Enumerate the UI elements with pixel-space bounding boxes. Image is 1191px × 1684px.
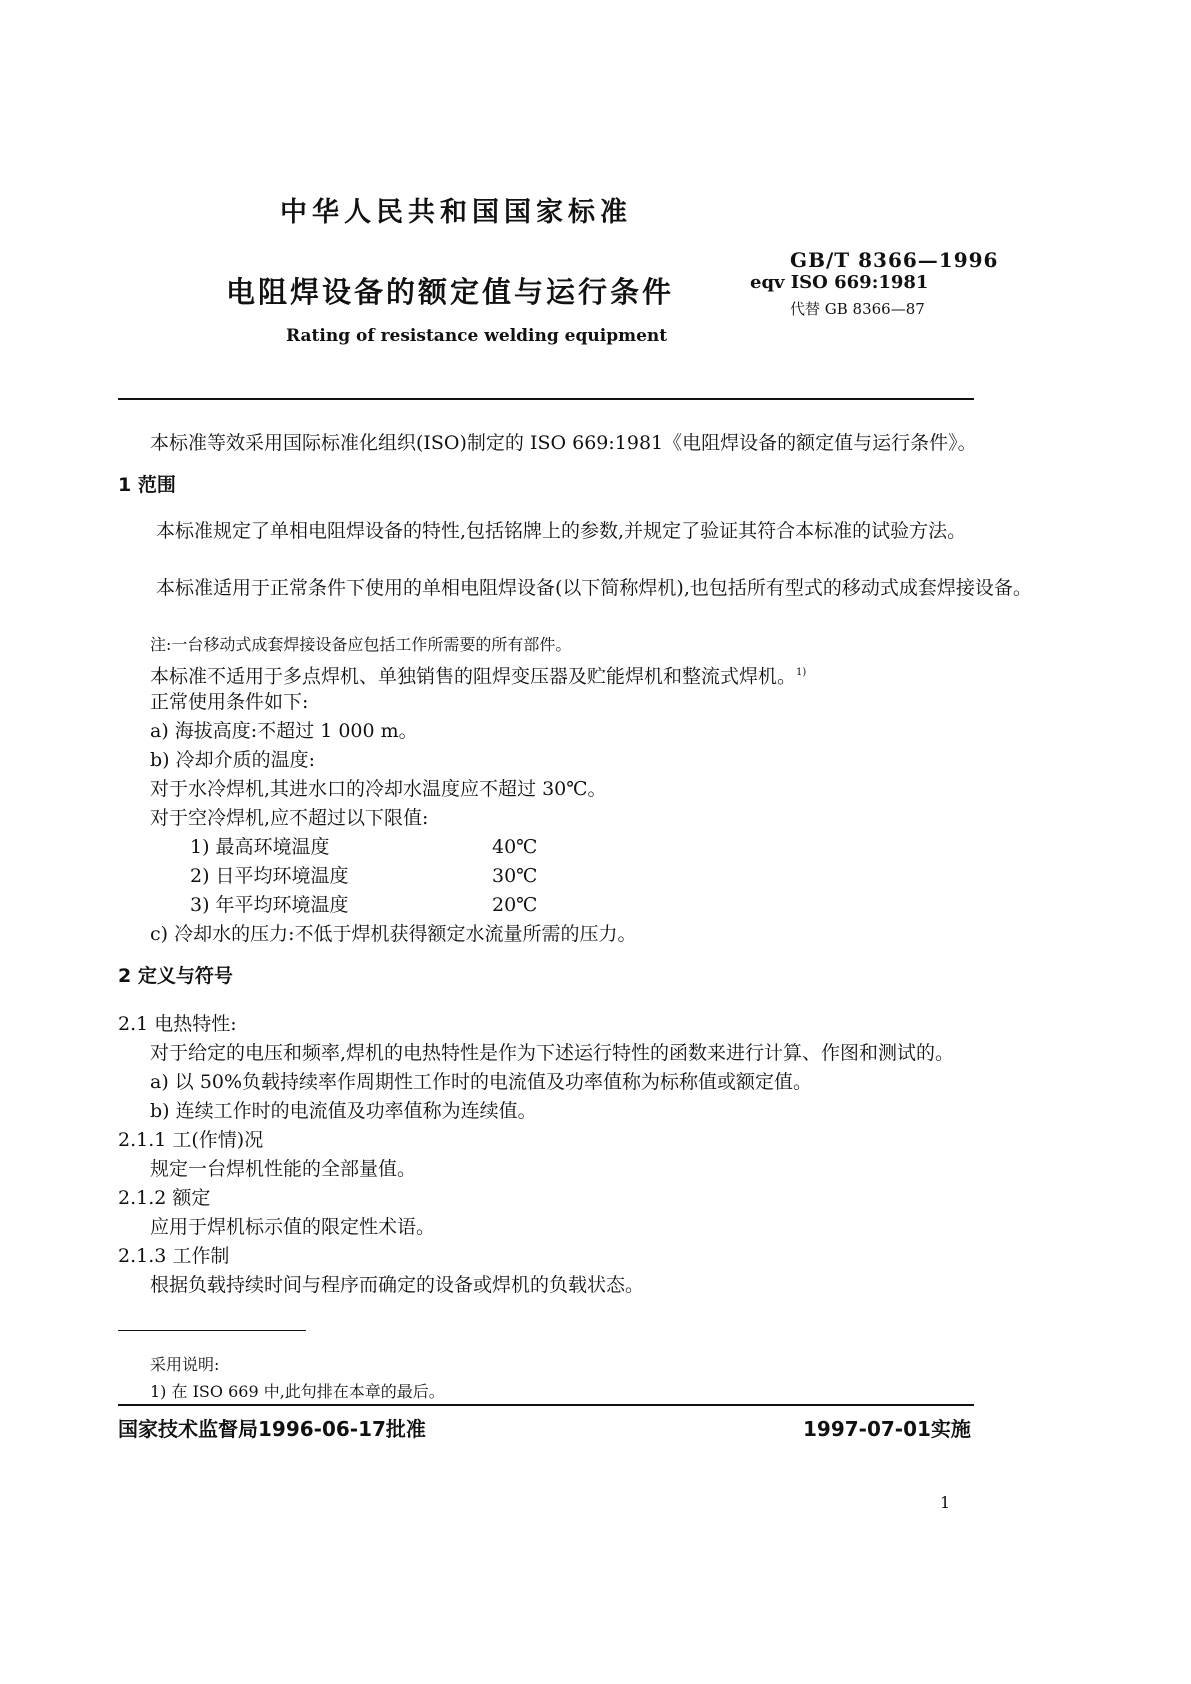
footer-divider bbox=[118, 1404, 974, 1406]
section-1-paragraph-2: 本标准适用于正常条件下使用的单相电阻焊设备(以下简称焊机),也包括所有型式的移动式成套焊接设备。 bbox=[156, 577, 1032, 599]
footnote-title: 采用说明: bbox=[150, 1355, 220, 1374]
country-standard-title: 中华人民共和国国家标准 bbox=[280, 197, 632, 228]
section-2-1-heading: 2.1 电热特性: bbox=[118, 1013, 237, 1035]
limit-label-2: 2) 日平均环境温度 bbox=[190, 865, 349, 887]
section-2-1-1-paragraph: 规定一台焊机性能的全部量值。 bbox=[150, 1158, 417, 1180]
standard-code: GB/T 8366—1996 bbox=[790, 248, 999, 272]
approval-date: 国家技术监督局1996-06-17批准 bbox=[118, 1417, 426, 1441]
section-2-heading: 2 定义与符号 bbox=[118, 965, 233, 987]
limit-label-1: 1) 最高环境温度 bbox=[190, 836, 330, 858]
section-1-paragraph-3 bbox=[150, 660, 806, 689]
condition-b-air: 对于空冷焊机,应不超过以下限值: bbox=[150, 807, 429, 829]
section-2-1-3-heading: 2.1.3 工作制 bbox=[118, 1245, 230, 1267]
section-2-1-item-a: a) 以 50%负载持续率作周期性工作时的电流值及功率值称为标称值或额定值。 bbox=[150, 1071, 813, 1093]
document-title-en: Rating of resistance welding equipment bbox=[286, 326, 668, 346]
section-2-1-2-paragraph: 应用于焊机标示值的限定性术语。 bbox=[150, 1216, 436, 1238]
limit-value-3: 20℃ bbox=[492, 894, 538, 916]
section-2-1-2-heading: 2.1.2 额定 bbox=[118, 1187, 211, 1209]
limit-value-2: 30℃ bbox=[492, 865, 538, 887]
document-title-cn: 电阻焊设备的额定值与运行条件 bbox=[226, 275, 675, 309]
condition-c: c) 冷却水的压力:不低于焊机获得额定水流量所需的压力。 bbox=[150, 923, 637, 945]
section-1-note: 注:一台移动式成套焊接设备应包括工作所需要的所有部件。 bbox=[150, 635, 572, 654]
limit-value-1: 40℃ bbox=[492, 836, 538, 858]
limit-label-3: 3) 年平均环境温度 bbox=[190, 894, 349, 916]
intro-paragraph: 本标准等效采用国际标准化组织(ISO)制定的 ISO 669:1981《电阻焊设备的额定值与运行条件》。 bbox=[150, 432, 977, 454]
equivalent-standard: eqv ISO 669:1981 bbox=[750, 272, 929, 293]
section-2-1-1-heading: 2.1.1 工(作情)况 bbox=[118, 1129, 264, 1151]
section-1-heading: 1 范围 bbox=[118, 474, 176, 496]
replaces-standard: 代替 GB 8366—87 bbox=[790, 300, 925, 318]
condition-b-water: 对于水冷焊机,其进水口的冷却水温度应不超过 30℃。 bbox=[150, 778, 607, 800]
conditions-intro: 正常使用条件如下: bbox=[150, 691, 309, 713]
condition-b: b) 冷却介质的温度: bbox=[150, 749, 316, 771]
section-1-paragraph-3-text: 本标准不适用于多点焊机、单独销售的阻焊变压器及贮能焊机和整流式焊机。 bbox=[150, 665, 797, 688]
header-divider bbox=[118, 398, 974, 400]
footnote-divider bbox=[118, 1330, 306, 1331]
footnote-text: 1) 在 ISO 669 中,此句排在本章的最后。 bbox=[150, 1382, 445, 1401]
condition-a: a) 海拔高度:不超过 1 000 m。 bbox=[150, 720, 418, 742]
footnote-ref: 1) bbox=[796, 667, 807, 678]
section-2-1-paragraph: 对于给定的电压和频率,焊机的电热特性是作为下述运行特性的函数来进行计算、作图和测试的。 bbox=[150, 1042, 955, 1064]
effective-date: 1997-07-01实施 bbox=[803, 1417, 971, 1441]
section-2-1-item-b: b) 连续工作时的电流值及功率值称为连续值。 bbox=[150, 1100, 537, 1122]
section-1-paragraph-1: 本标准规定了单相电阻焊设备的特性,包括铭牌上的参数,并规定了验证其符合本标准的试验方法。 bbox=[156, 520, 967, 542]
section-2-1-3-paragraph: 根据负载持续时间与程序而确定的设备或焊机的负载状态。 bbox=[150, 1274, 645, 1296]
page-number: 1 bbox=[940, 1493, 951, 1512]
